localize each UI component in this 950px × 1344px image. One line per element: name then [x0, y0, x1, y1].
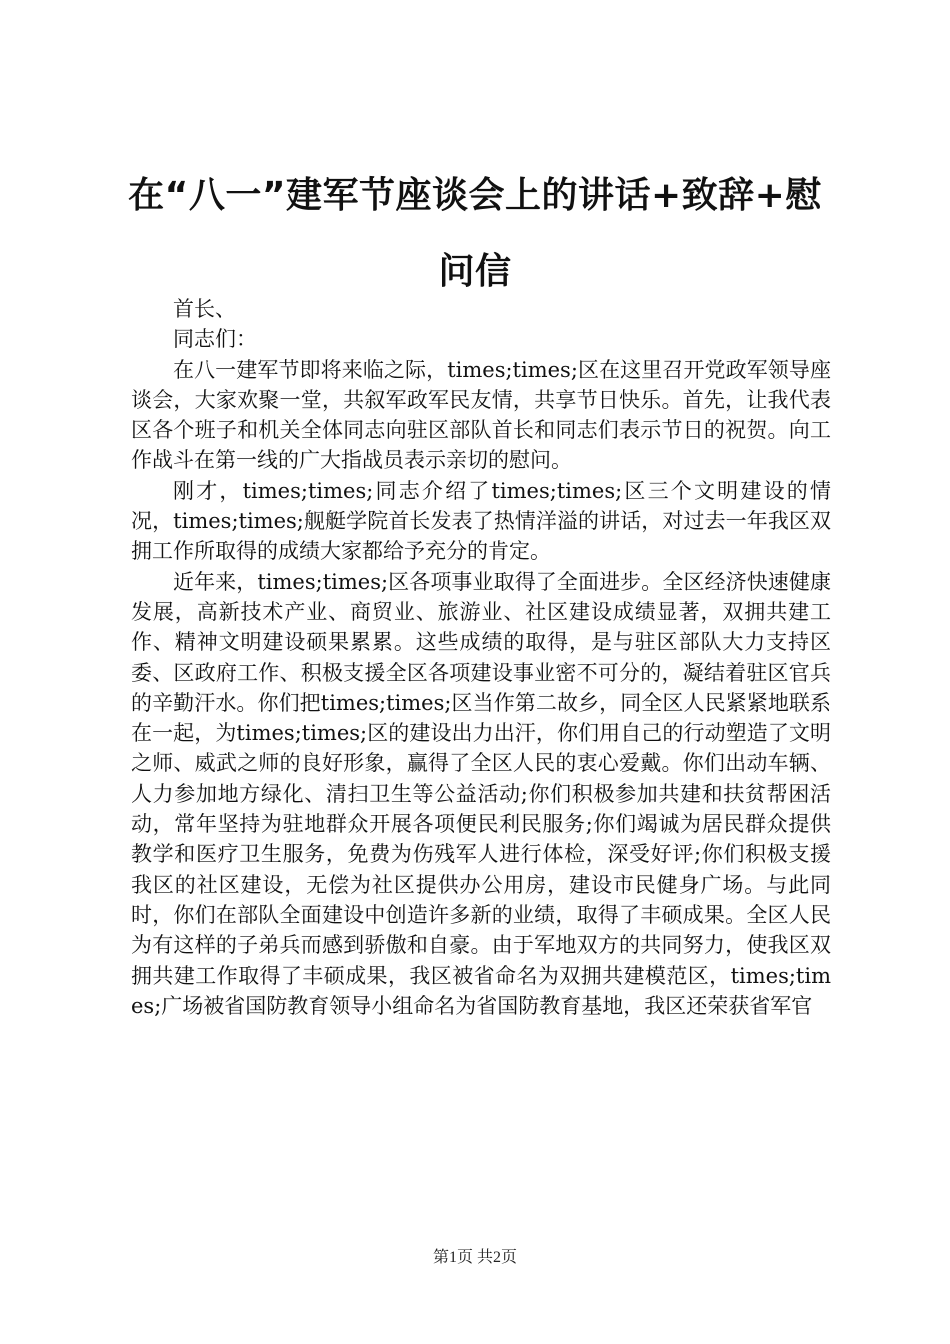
salutation-line: 首长、 — [173, 297, 236, 321]
document-body — [131, 294, 831, 1021]
page-number-footer: 第1页 共2页 — [432, 1249, 517, 1266]
body-paragraph: 近年来，times;times;区各项事业取得了全面进步。全区经济快速健康发展，高新技术产业、商贸业、旅游业、社区建设成绩显著，双拥共建工作、精神文明建设硕果累累。这些成绩的取得，是与驻区部队大力支持区委、区政府工作、积极支援全区各项建设事业密不可分的，凝结着驻区官兵的辛勤汗水。你们把times;times;区当作第二故乡，同全区人民紧紧地联系在一起，为times;times;区的建设出力出汗，你们用自己的行动塑造了文明之师、威武之师的良好形象，赢得了全区人民的衷心爱戴。你们出动车辆、人力参加地方绿化、清扫卫生等公益活动;你们积极参加共建和扶贫帮困活动，常年坚持为驻地群众开展各项便民利民服务;你们竭诚为居民群众提供教学和医疗卫生服务，免费为伤残军人进行体检，深受好评;你们积极支援我区的社区建设，无偿为社区提供办公用房，建设市民健身广场。与此同时，你们在部队全面建设中创造许多新的业绩，取得了丰硕成果。全区人民为有这样的子弟兵而感到骄傲和自豪。由于军地双方的共同努力，使我区双拥共建工作取得了丰硕成果，我区被省命名为双拥共建模范区，times;times;广场被省国防教育领导小组命名为省国防教育基地，我区还荣获省军官 — [131, 569, 831, 1018]
document-title: 在“八一”建军节座谈会上的讲话+致辞+慰问信 — [128, 175, 822, 292]
salutation-line: 同志们： — [173, 327, 257, 352]
body-paragraph: 刚才，times;times;同志介绍了times;times;区三个文明建设的情况，times;times;舰艇学院首长发表了热情洋溢的讲话，对过去一年我区双拥工作所取得的成绩大家都给予充分的肯定。 — [131, 478, 831, 564]
body-paragraph: 在八一建军节即将来临之际，times;times;区在这里召开党政军领导座谈会，大家欢聚一堂，共叙军政军民友情，共享节日快乐。首先，让我代表区各个班子和机关全体同志向驻区部队首长和同志们表示节日的祝贺。向工作战斗在第一线的广大指战员表示亲切的慰问。 — [131, 357, 831, 473]
